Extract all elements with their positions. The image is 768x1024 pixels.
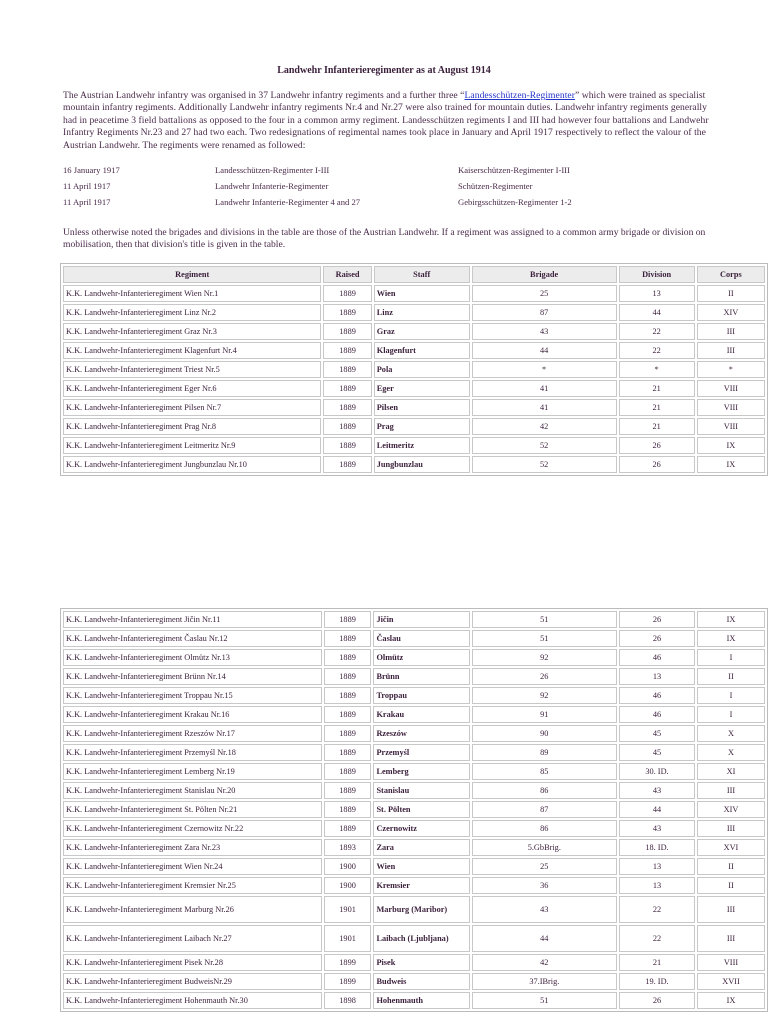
cell-brigade: 52 [472,456,617,473]
cell-regiment: K.K. Landwehr-Infanterieregiment Eger Nr.6 [63,380,321,397]
cell-brigade: 26 [472,668,618,685]
table-body-part2 [63,611,765,1009]
cell-division: 26 [619,437,695,454]
cell-brigade: 25 [472,858,618,875]
cell-staff: Laibach (Ljubljana) [373,925,469,952]
cell-staff: Časlau [373,630,469,647]
cell-brigade: 51 [472,611,618,628]
cell-regiment: K.K. Landwehr-Infanterieregiment Triest Nr.5 [63,361,321,378]
cell-regiment: K.K. Landwehr-Infanterieregiment Linz Nr.2 [63,304,321,321]
cell-regiment: K.K. Landwehr-Infanterieregiment Kremsier Nr.25 [63,877,322,894]
cell-division: 13 [619,668,695,685]
cell-division: 46 [619,649,695,666]
cell-brigade: 51 [472,992,618,1009]
cell-raised: 1899 [324,973,372,990]
cell-regiment: K.K. Landwehr-Infanterieregiment Laibach Nr.27 [63,925,322,952]
cell-regiment: K.K. Landwehr-Infanterieregiment Marburg Nr.26 [63,896,322,923]
table-row [63,858,765,875]
rename-to: Kaiserschützen-Regimenter I-III [458,165,570,175]
table-row [63,304,765,321]
table-row [63,896,765,923]
cell-corps: VIII [697,418,765,435]
cell-raised: 1889 [324,725,372,742]
table-header-row [63,266,765,283]
cell-brigade: 44 [472,342,617,359]
cell-corps: IX [697,630,765,647]
cell-division: 43 [619,782,695,799]
header-corps: Corps [697,266,765,283]
cell-staff: Pisek [373,954,469,971]
cell-corps: II [697,285,765,302]
cell-division: 45 [619,725,695,742]
cell-staff: Eger [374,380,470,397]
table-row [63,285,765,302]
cell-brigade: 86 [472,782,618,799]
cell-raised: 1889 [324,782,372,799]
cell-division: 44 [619,801,695,818]
cell-division: 26 [619,630,695,647]
cell-raised: 1889 [323,380,371,397]
cell-staff: Stanislau [373,782,469,799]
cell-corps: IX [697,992,765,1009]
cell-raised: 1889 [324,706,372,723]
table-row [63,925,765,952]
rename-row [63,181,713,197]
cell-division: 26 [619,611,695,628]
header-division: Division [619,266,695,283]
cell-division: 44 [619,304,695,321]
cell-raised: 1889 [324,801,372,818]
cell-brigade: * [472,361,617,378]
table-row [63,361,765,378]
cell-raised: 1901 [324,925,372,952]
cell-staff: Klagenfurt [374,342,470,359]
note-paragraph: Unless otherwise noted the brigades and divisions in the table are those of the Austrian Landwehr. If a regiment was assigned to a common army brigade or division on mobilisation, then that division's title is given in the table. [63,227,706,251]
table-row [63,668,765,685]
cell-regiment: K.K. Landwehr-Infanterieregiment Prag Nr.8 [63,418,321,435]
regiment-table-part1 [60,263,768,476]
cell-staff: Budweis [373,973,469,990]
cell-staff: Troppau [373,687,469,704]
cell-raised: 1889 [323,342,371,359]
cell-division: 45 [619,744,695,761]
table-row [63,954,765,971]
table-row [63,687,765,704]
cell-division: 26 [619,992,695,1009]
table-body-part1 [63,285,765,473]
cell-brigade: 91 [472,706,618,723]
cell-staff: Wien [373,858,469,875]
cell-corps: VIII [697,954,765,971]
cell-regiment: K.K. Landwehr-Infanterieregiment Wien Nr.24 [63,858,322,875]
cell-regiment: K.K. Landwehr-Infanterieregiment Leitmeritz Nr.9 [63,437,321,454]
rename-to: Schützen-Regimenter [458,181,533,191]
cell-corps: VIII [697,380,765,397]
cell-brigade: 92 [472,649,618,666]
cell-raised: 1901 [324,896,372,923]
cell-division: 21 [619,418,695,435]
cell-division: 13 [619,285,695,302]
cell-corps: III [697,782,765,799]
cell-staff: Pilsen [374,399,470,416]
cell-staff: Przemyśl [373,744,469,761]
cell-division: 21 [619,380,695,397]
cell-division: * [619,361,695,378]
table-row [63,973,765,990]
cell-raised: 1889 [323,418,371,435]
cell-raised: 1889 [323,361,371,378]
table-row [63,380,765,397]
cell-regiment: K.K. Landwehr-Infanterieregiment Troppau Nr.15 [63,687,322,704]
cell-brigade: 86 [472,820,618,837]
intro-paragraph [63,90,711,152]
cell-corps: III [697,925,765,952]
header-brigade: Brigade [472,266,617,283]
rename-from: Landesschützen-Regimenter I-III [215,165,330,175]
cell-corps: II [697,877,765,894]
cell-division: 22 [619,896,695,923]
cell-brigade: 89 [472,744,618,761]
cell-raised: 1889 [323,437,371,454]
cell-regiment: K.K. Landwehr-Infanterieregiment Jungbunzlau Nr.10 [63,456,321,473]
cell-corps: II [697,858,765,875]
cell-regiment: K.K. Landwehr-Infanterieregiment Zara Nr.23 [63,839,322,856]
table-row [63,877,765,894]
cell-raised: 1889 [323,285,371,302]
cell-raised: 1889 [324,820,372,837]
cell-corps: IX [697,437,765,454]
cell-raised: 1889 [324,630,372,647]
cell-division: 22 [619,925,695,952]
cell-brigade: 52 [472,437,617,454]
table-row [63,725,765,742]
cell-staff: Pola [374,361,470,378]
cell-staff: Brünn [373,668,469,685]
cell-division: 46 [619,687,695,704]
table-row [63,323,765,340]
intro-text-start: The Austrian Landwehr infantry was organised in 37 Landwehr infantry regiments and a further three “ [63,90,465,101]
cell-staff: St. Pölten [373,801,469,818]
cell-corps: II [697,668,765,685]
table-row [63,820,765,837]
table-row [63,456,765,473]
table-row [63,342,765,359]
cell-staff: Zara [373,839,469,856]
cell-regiment: K.K. Landwehr-Infanterieregiment Graz Nr.3 [63,323,321,340]
cell-regiment: K.K. Landwehr-Infanterieregiment Stanislau Nr.20 [63,782,322,799]
table-row [63,839,765,856]
cell-brigade: 42 [472,954,618,971]
cell-raised: 1900 [324,877,372,894]
cell-raised: 1899 [324,954,372,971]
cell-division: 30. ID. [619,763,695,780]
cell-regiment: K.K. Landwehr-Infanterieregiment Wien Nr.1 [63,285,321,302]
cell-staff: Linz [374,304,470,321]
cell-corps: III [697,896,765,923]
cell-division: 21 [619,399,695,416]
table-row [63,399,765,416]
cell-brigade: 37.IBrig. [472,973,618,990]
cell-staff: Krakau [373,706,469,723]
cell-corps: III [697,820,765,837]
cell-corps: X [697,725,765,742]
cell-raised: 1893 [324,839,372,856]
cell-brigade: 5.GbBrig. [472,839,618,856]
cell-regiment: K.K. Landwehr-Infanterieregiment Rzeszów Nr.17 [63,725,322,742]
cell-regiment: K.K. Landwehr-Infanterieregiment St. Pölten Nr.21 [63,801,322,818]
table-row [63,992,765,1009]
rename-date: 11 April 1917 [63,181,111,191]
cell-raised: 1889 [324,763,372,780]
cell-corps: I [697,687,765,704]
cell-corps: III [697,323,765,340]
cell-regiment: K.K. Landwehr-Infanterieregiment Klagenfurt Nr.4 [63,342,321,359]
cell-staff: Graz [374,323,470,340]
cell-regiment: K.K. Landwehr-Infanterieregiment Krakau Nr.16 [63,706,322,723]
cell-division: 22 [619,323,695,340]
cell-staff: Leitmeritz [374,437,470,454]
cell-staff: Czernowitz [373,820,469,837]
cell-regiment: K.K. Landwehr-Infanterieregiment Pilsen Nr.7 [63,399,321,416]
cell-brigade: 90 [472,725,618,742]
cell-corps: I [697,706,765,723]
cell-corps: VIII [697,399,765,416]
cell-corps: X [697,744,765,761]
cell-brigade: 44 [472,925,618,952]
table-row [63,611,765,628]
cell-staff: Jičin [373,611,469,628]
intro-text-end: ” which were trained as specialist mountain infantry regiments. Additionally Landwehr infantry regiments Nr.4 and Nr.27 were also trained for mountain duties. Landwehr infantry regiments generally had in peacetime 3 field battalions as opposed to the four in a common army regiment. Landesschützen regiments I and III had however four battalions and Landwehr Infantry Regiments Nr.23 and 27 had two each. Two redesignations of regimental names took place in January and April 1917 respectively to reflect the valour of the Austrian Landwehr. The regiments were renamed as followed: [63,90,709,151]
cell-staff: Marburg (Maribor) [373,896,469,923]
cell-corps: XVI [697,839,765,856]
cell-brigade: 43 [472,323,617,340]
table-row [63,763,765,780]
cell-division: 22 [619,342,695,359]
cell-division: 26 [619,456,695,473]
cell-corps: * [697,361,765,378]
cell-staff: Kremsier [373,877,469,894]
cell-regiment: K.K. Landwehr-Infanterieregiment Jičin Nr.11 [63,611,322,628]
cell-staff: Prag [374,418,470,435]
cell-corps: III [697,342,765,359]
cell-corps: IX [697,611,765,628]
cell-division: 43 [619,820,695,837]
cell-staff: Jungbunzlau [374,456,470,473]
cell-regiment: K.K. Landwehr-Infanterieregiment Časlau Nr.12 [63,630,322,647]
cell-raised: 1900 [324,858,372,875]
cell-brigade: 87 [472,801,618,818]
cell-brigade: 41 [472,399,617,416]
cell-regiment: K.K. Landwehr-Infanterieregiment Czernowitz Nr.22 [63,820,322,837]
cell-raised: 1889 [323,304,371,321]
cell-division: 46 [619,706,695,723]
cell-division: 13 [619,858,695,875]
cell-corps: XIV [697,801,765,818]
rename-from: Landwehr Infanterie-Regimenter 4 and 27 [215,197,361,207]
cell-staff: Wien [374,285,470,302]
cell-staff: Olmütz [373,649,469,666]
cell-division: 13 [619,877,695,894]
cell-brigade: 85 [472,763,618,780]
cell-division: 19. ID. [619,973,695,990]
cell-raised: 1889 [324,668,372,685]
cell-staff: Hohenmauth [373,992,469,1009]
cell-regiment: K.K. Landwehr-Infanterieregiment Lemberg Nr.19 [63,763,322,780]
cell-brigade: 43 [472,896,618,923]
cell-raised: 1898 [324,992,372,1009]
cell-brigade: 92 [472,687,618,704]
cell-brigade: 51 [472,630,618,647]
cell-raised: 1889 [324,744,372,761]
rename-date: 11 April 1917 [63,197,111,207]
table-row [63,649,765,666]
table-row [63,782,765,799]
table-row [63,437,765,454]
table-row [63,706,765,723]
cell-regiment: K.K. Landwehr-Infanterieregiment Przemyśl Nr.18 [63,744,322,761]
page-title: Landwehr Infanterieregimenter as at August 1914 [277,65,491,76]
rename-row [63,197,713,213]
cell-corps: XI [697,763,765,780]
landesschuetzen-link[interactable]: Landesschützen-Regimenter [464,90,575,101]
cell-regiment: K.K. Landwehr-Infanterieregiment Brünn Nr.14 [63,668,322,685]
regiment-table-part2 [60,608,768,1012]
cell-corps: IX [697,456,765,473]
cell-brigade: 25 [472,285,617,302]
cell-brigade: 36 [472,877,618,894]
cell-division: 21 [619,954,695,971]
cell-brigade: 87 [472,304,617,321]
cell-raised: 1889 [323,323,371,340]
cell-raised: 1889 [324,649,372,666]
table-row [63,418,765,435]
cell-regiment: K.K. Landwehr-Infanterieregiment BudweisNr.29 [63,973,322,990]
rename-to: Gebirgsschützen-Regimenter 1-2 [458,197,572,207]
cell-corps: XVII [697,973,765,990]
table-row [63,744,765,761]
renames-list [63,165,713,213]
cell-division: 18. ID. [619,839,695,856]
cell-corps: XIV [697,304,765,321]
cell-raised: 1889 [323,456,371,473]
cell-staff: Lemberg [373,763,469,780]
header-staff: Staff [374,266,470,283]
header-raised: Raised [323,266,371,283]
cell-regiment: K.K. Landwehr-Infanterieregiment Pisek Nr.28 [63,954,322,971]
rename-row [63,165,713,181]
cell-regiment: K.K. Landwehr-Infanterieregiment Hohenmauth Nr.30 [63,992,322,1009]
cell-staff: Rzeszów [373,725,469,742]
cell-brigade: 41 [472,380,617,397]
cell-raised: 1889 [323,399,371,416]
cell-brigade: 42 [472,418,617,435]
header-regiment: Regiment [63,266,321,283]
cell-corps: I [697,649,765,666]
table-row [63,801,765,818]
cell-raised: 1889 [324,611,372,628]
table-row [63,630,765,647]
cell-raised: 1889 [324,687,372,704]
cell-regiment: K.K. Landwehr-Infanterieregiment Olmütz Nr.13 [63,649,322,666]
rename-from: Landwehr Infanterie-Regimenter [215,181,329,191]
rename-date: 16 January 1917 [63,165,120,175]
